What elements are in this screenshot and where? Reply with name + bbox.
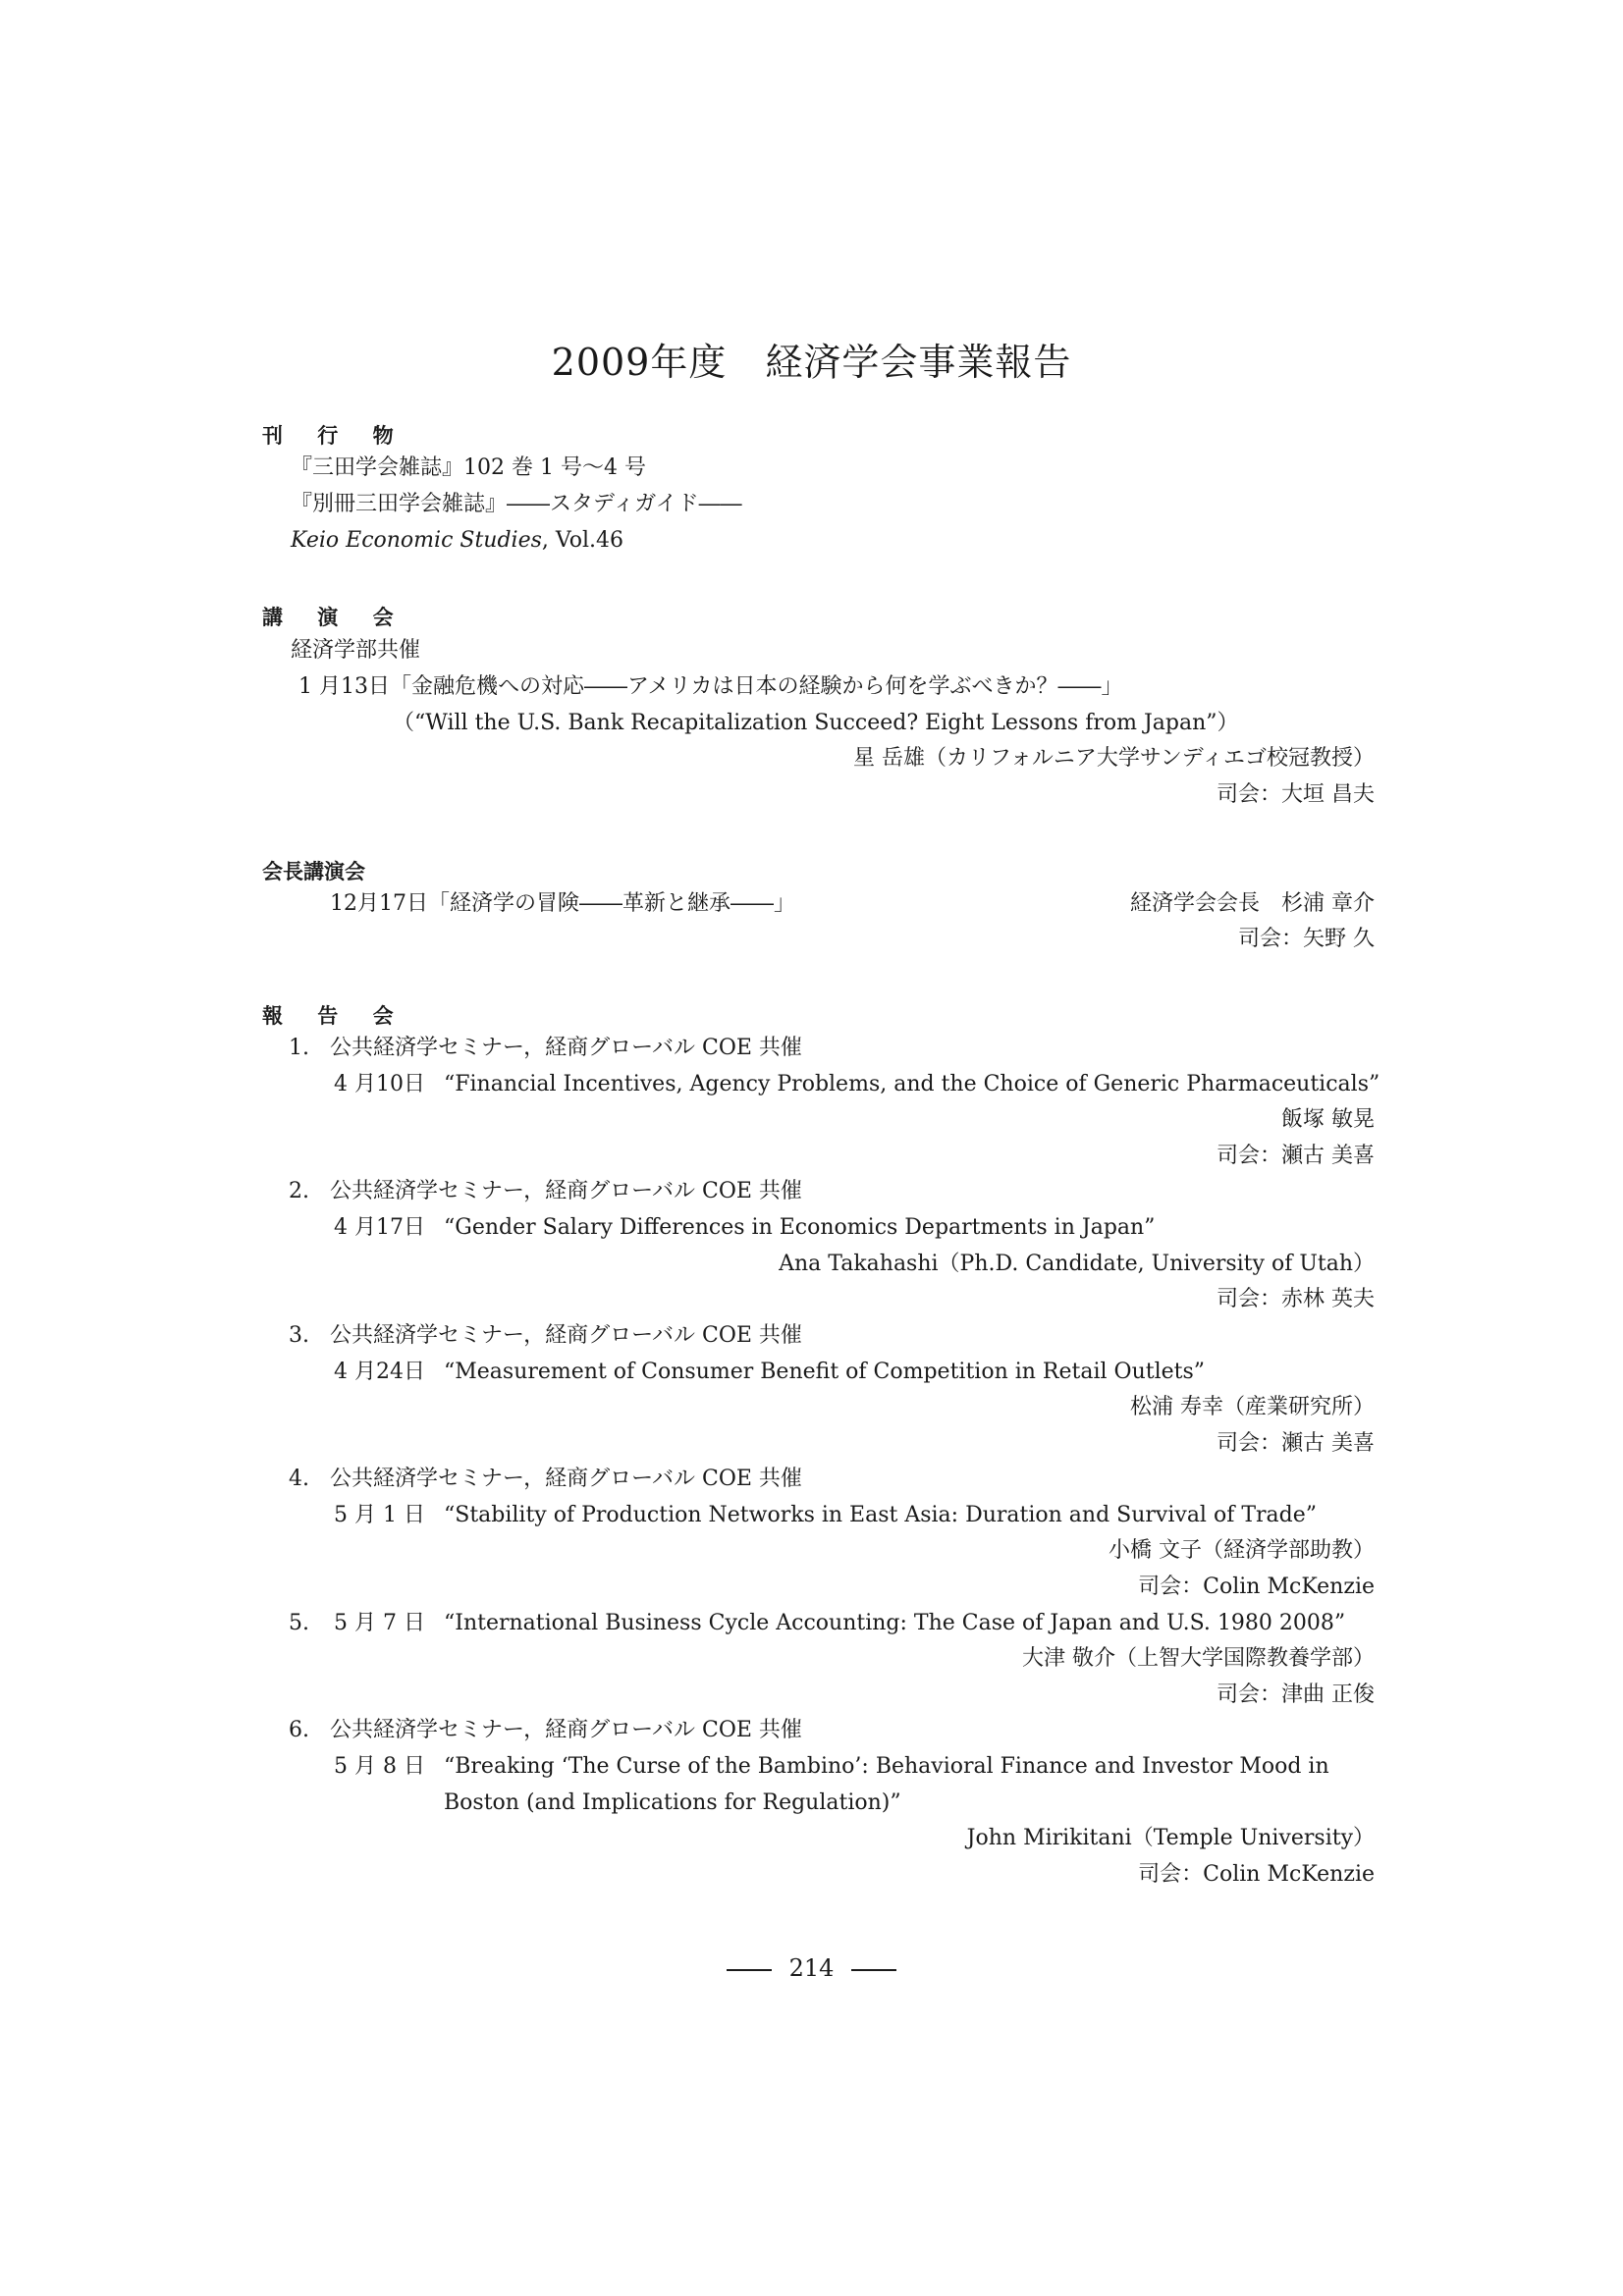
publication-item: [291, 526, 623, 556]
lectures-cohost: 経済学部共催: [291, 638, 421, 663]
reports-heading: 報 告 会: [262, 1004, 407, 1028]
publication-item: 『別冊三田学会雑誌』――スタディガイド――: [291, 492, 742, 516]
report-talk: “International Business Cycle Accounting: The Case of Japan and U.S. 1980 2008”: [444, 1611, 1346, 1635]
report-speaker: 小橋 文子（経済学部助教）: [1109, 1538, 1375, 1563]
report-date: 4 月10日: [334, 1072, 425, 1096]
report-cohost: 公共経済学セミナー，経商グローバル COE 共催: [330, 1467, 802, 1491]
report-cohost: 公共経済学セミナー，経商グローバル COE 共催: [330, 1718, 802, 1742]
report-moderator: 司会：Colin McKenzie: [1138, 1862, 1375, 1887]
report-moderator: 司会：赤林 英夫: [1217, 1287, 1375, 1311]
president-lecture-event: 12月17日「経済学の冒険――革新と継承――」: [330, 891, 795, 916]
report-cohost: 公共経済学セミナー，経商グローバル COE 共催: [330, 1036, 802, 1060]
report-number: 1.: [289, 1036, 309, 1060]
report-number: 4.: [289, 1467, 309, 1491]
report-speaker: Ana Takahashi（Ph.D. Candidate, University of Utah）: [779, 1252, 1375, 1276]
page-title: 2009年度 経済学会事業報告: [551, 341, 1072, 384]
president-lecture-heading: 会長講演会: [262, 860, 365, 883]
lecture-speaker: 星 岳雄（カリフォルニア大学サンディエゴ校冠教授）: [852, 746, 1375, 771]
report-speaker: 飯塚 敏晃: [1281, 1107, 1375, 1132]
page-footer: [0, 1954, 1623, 1982]
report-talk: “Gender Salary Differences in Economics Departments in Japan”: [444, 1215, 1156, 1240]
report-cohost: 公共経済学セミナー，経商グローバル COE 共催: [330, 1323, 802, 1348]
report-talk: “Financial Incentives, Agency Problems, and the Choice of Generic Pharmaceuticals”: [444, 1072, 1380, 1096]
report-moderator: 司会：津曲 正俊: [1217, 1682, 1375, 1707]
report-number: 2.: [289, 1179, 309, 1203]
footer-dash-left: [727, 1969, 772, 1971]
report-number: 5.: [289, 1611, 309, 1635]
publications-heading: 刊 行 物: [262, 424, 407, 448]
report-moderator: 司会：Colin McKenzie: [1138, 1575, 1375, 1599]
report-date: 4 月24日: [334, 1360, 425, 1384]
report-date: 5 月 8 日: [334, 1754, 425, 1779]
report-cohost: 公共経済学セミナー，経商グローバル COE 共催: [330, 1179, 802, 1203]
report-speaker: 大津 敬介（上智大学国際教養学部）: [1022, 1646, 1375, 1671]
lecture-moderator: 司会：大垣 昌夫: [1217, 782, 1375, 807]
report-talk-continued: Boston (and Implications for Regulation)”: [444, 1790, 901, 1815]
report-talk: “Breaking ‘The Curse of the Bambino’: Behavioral Finance and Investor Mood in: [444, 1754, 1329, 1779]
lecture-event-english: （“Will the U.S. Bank Recapitalization Succeed? Eight Lessons from Japan”）: [393, 711, 1239, 735]
lecture-event: 1 月13日「金融危機への対応――アメリカは日本の経験から何を学ぶべきか？――」: [298, 674, 1123, 699]
report-speaker: 松浦 寿幸（産業研究所）: [1130, 1395, 1375, 1419]
report-number: 6.: [289, 1718, 309, 1742]
president-lecture-moderator: 司会：矢野 久: [1238, 927, 1375, 951]
publication-item: 『三田学会雑誌』102 巻 1 号～4 号: [291, 455, 646, 480]
report-date: 5 月 7 日: [334, 1611, 425, 1635]
report-talk: “Stability of Production Networks in East Asia: Duration and Survival of Trade”: [444, 1503, 1318, 1527]
journal-volume: , Vol.46: [541, 528, 624, 553]
report-date: 4 月17日: [334, 1215, 425, 1240]
footer-dash-right: [851, 1969, 896, 1971]
president-lecture-speaker: 経済学会会長 杉浦 章介: [1130, 891, 1375, 916]
report-date: 5 月 1 日: [334, 1503, 425, 1527]
report-number: 3.: [289, 1323, 309, 1348]
report-moderator: 司会：瀬古 美喜: [1217, 1144, 1375, 1168]
report-speaker: John Mirikitani（Temple University）: [966, 1826, 1375, 1850]
report-talk: “Measurement of Consumer Benefit of Competition in Retail Outlets”: [444, 1360, 1206, 1384]
journal-name: Keio Economic Studies: [291, 528, 542, 553]
lectures-heading: 講 演 会: [262, 606, 407, 629]
report-moderator: 司会：瀬古 美喜: [1217, 1431, 1375, 1456]
page-number: 214: [788, 1954, 835, 1982]
